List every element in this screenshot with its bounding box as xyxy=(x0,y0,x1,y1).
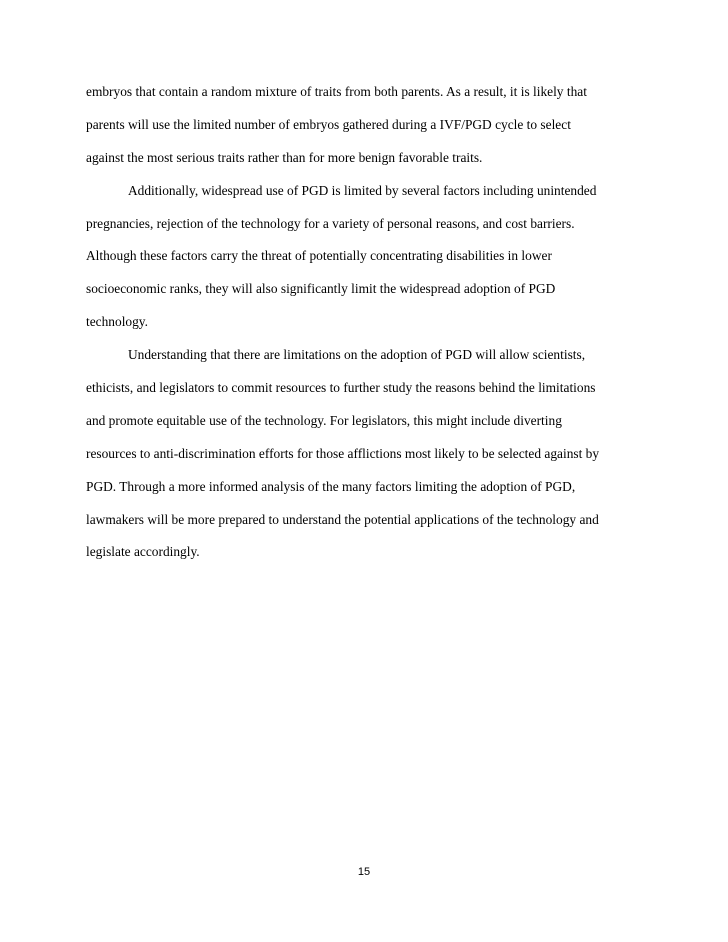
text-line: embryos that contain a random mixture of traits from both parents. As a result, it is likely that xyxy=(86,84,587,99)
body-text xyxy=(86,80,646,573)
text-line: ethicists, and legislators to commit resources to further study the reasons behind the limitations xyxy=(86,380,596,396)
text-line: technology. xyxy=(86,314,148,330)
text-line: resources to anti-discrimination efforts for those afflictions most likely to be selected against by xyxy=(86,445,600,461)
text-line: pregnancies, rejection of the technology for a variety of personal reasons, and cost barriers. xyxy=(86,215,575,231)
text-line: PGD. Through a more informed analysis of the many factors limiting the adoption of PGD, xyxy=(86,478,576,494)
text-line: parents will use the limited number of embryos gathered during a IVF/PGD cycle to select xyxy=(86,116,571,132)
text-line: Although these factors carry the threat of potentially concentrating disabilities in lower xyxy=(86,248,552,264)
page-number: 15 xyxy=(357,866,371,878)
paragraph-first-line: Understanding that there are limitations on the adoption of PGD will allow scientists, xyxy=(128,347,586,363)
text-line: against the most serious traits rather than for more benign favorable traits. xyxy=(86,149,483,165)
text-line: lawmakers will be more prepared to understand the potential applications of the technology and xyxy=(86,511,599,527)
text-line: and promote equitable use of the technology. For legislators, this might include diverting xyxy=(86,412,562,428)
text-line: socioeconomic ranks, they will also significantly limit the widespread adoption of PGD xyxy=(86,281,556,297)
text-line: legislate accordingly. xyxy=(86,544,200,560)
paragraph-first-line: Additionally, widespread use of PGD is limited by several factors including unintended xyxy=(128,182,597,198)
